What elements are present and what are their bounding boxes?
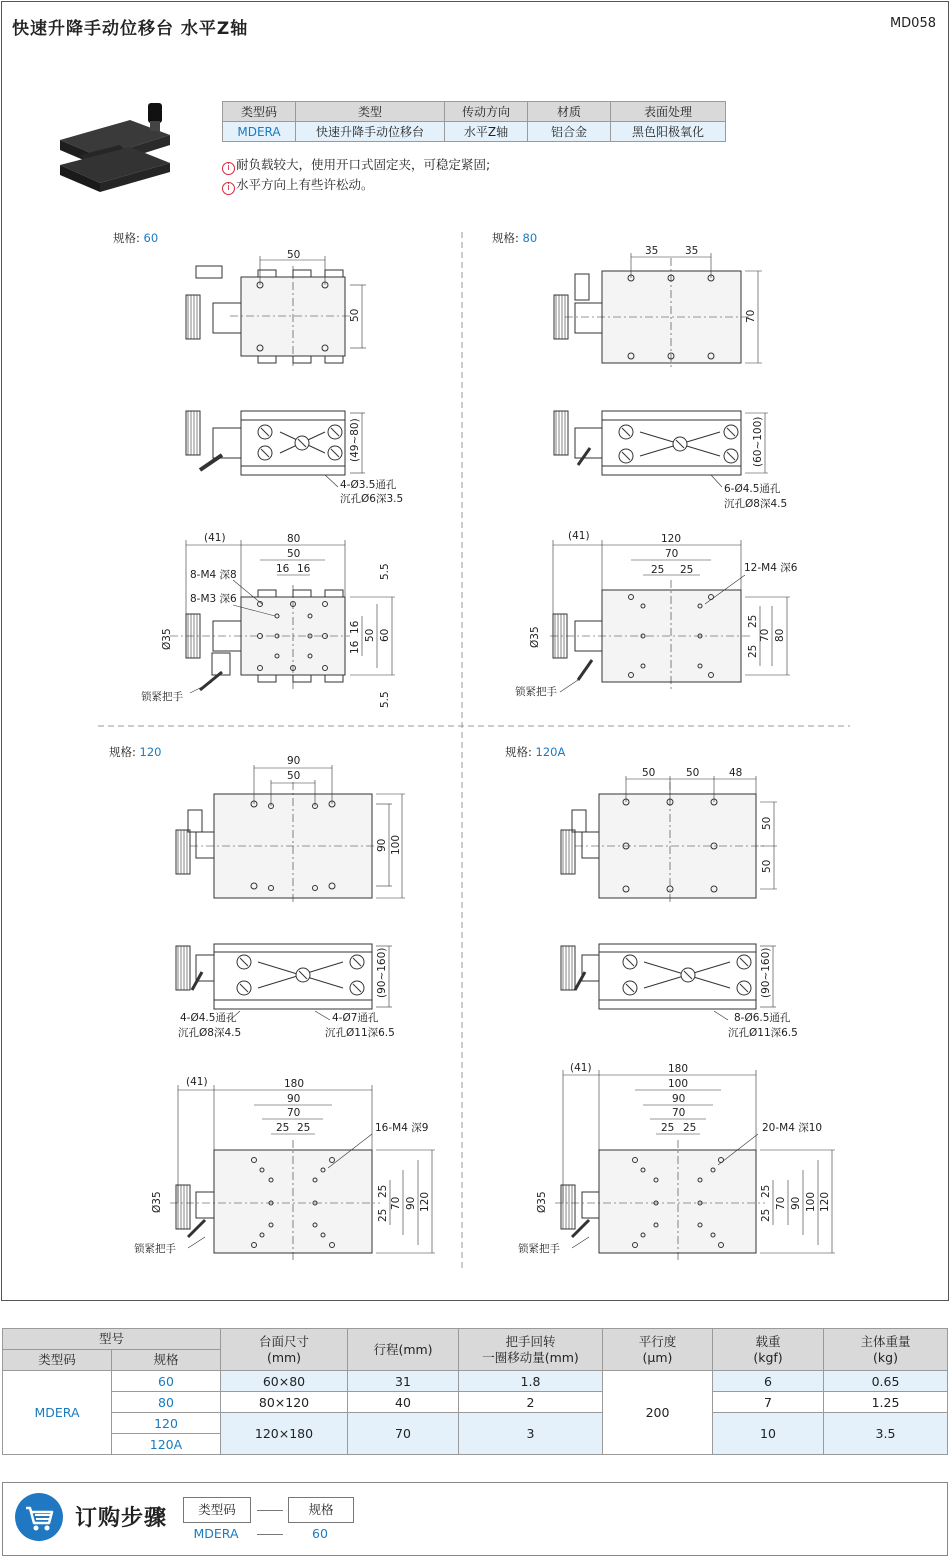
- spec-table-header: 把手回转 一圈移动量(mm): [459, 1329, 603, 1371]
- info-icon: i: [222, 162, 235, 175]
- spec-cell: 120: [112, 1413, 221, 1434]
- dim-label: 锁紧把手: [141, 691, 183, 703]
- dim-label: 50: [287, 548, 301, 560]
- spec-cell: 60: [112, 1371, 221, 1392]
- dim-label: 50: [761, 859, 773, 873]
- dim-label: 25: [683, 1122, 697, 1134]
- dim-label: (90~160): [376, 947, 388, 998]
- spec-cell: 60×80: [221, 1371, 348, 1392]
- spec-cell: 0.65: [824, 1371, 948, 1392]
- dim-label: 12-M4 深6: [744, 562, 798, 574]
- spec-table-header: 类型码: [3, 1350, 112, 1371]
- dim-label: 100: [390, 834, 402, 855]
- order-connector: [257, 1534, 283, 1535]
- dim-label: 80: [774, 628, 786, 642]
- dim-label: (41): [186, 1076, 208, 1088]
- dim-label: 25: [747, 644, 759, 658]
- type-table-cell: 黑色阳极氧化: [611, 122, 726, 142]
- spec-cell: 10: [713, 1413, 824, 1455]
- dim-label: Ø35: [536, 1191, 548, 1213]
- spec-cell: 7: [713, 1392, 824, 1413]
- spec-label-120: 规格: 120: [109, 745, 162, 759]
- type-table-cell: 快速升降手动位移台: [296, 122, 445, 142]
- type-table-header: 传动方向: [445, 102, 528, 122]
- spec-cell: 3.5: [824, 1413, 948, 1455]
- dim-label: 锁紧把手: [515, 686, 557, 698]
- dim-label: 70: [665, 548, 679, 560]
- dim-label: 50: [349, 308, 361, 322]
- dim-label: 沉孔Ø8深4.5: [178, 1027, 242, 1039]
- type-table-header: 表面处理: [611, 102, 726, 122]
- dim-label: 25: [297, 1122, 311, 1134]
- spec-label-60: 规格: 60: [113, 231, 159, 245]
- order-value-type: MDERA: [193, 1526, 239, 1541]
- info-icon: i: [222, 182, 235, 195]
- dim-label: 90: [287, 755, 301, 767]
- spec-table-header: 主体重量 (kg): [824, 1329, 948, 1371]
- type-table-cell: MDERA: [223, 122, 296, 142]
- dim-label: Ø35: [161, 628, 173, 650]
- dim-label: 沉孔Ø8深4.5: [724, 498, 788, 510]
- dim-label: 8-Ø6.5通孔: [734, 1012, 791, 1024]
- dim-label: (41): [570, 1062, 592, 1074]
- dim-label: 50: [287, 249, 301, 261]
- dim-label: 8-M3 深6: [190, 593, 237, 605]
- dim-label: 5.5: [379, 691, 391, 708]
- dim-label: 25: [760, 1184, 772, 1198]
- dim-label: 25: [377, 1208, 389, 1222]
- spec-cell: 70: [348, 1413, 459, 1455]
- dim-label: 锁紧把手: [518, 1243, 560, 1255]
- spec-cell: 1.25: [824, 1392, 948, 1413]
- dim-label: 6-Ø4.5通孔: [724, 483, 781, 495]
- dim-label: 20-M4 深10: [762, 1122, 823, 1134]
- dim-label: 70: [745, 309, 757, 323]
- dim-label: Ø35: [529, 626, 541, 648]
- spec-cell: 120×180: [221, 1413, 348, 1455]
- dim-label: 50: [642, 767, 656, 779]
- dim-label: 8-M4 深8: [190, 569, 237, 581]
- dim-label: 16: [349, 640, 361, 654]
- dim-label: 50: [686, 767, 700, 779]
- type-table-header: 类型: [296, 102, 445, 122]
- spec-cell: 120A: [112, 1434, 221, 1455]
- dim-label: 50: [287, 770, 301, 782]
- dim-label: (41): [568, 530, 590, 542]
- type-table-cell: 铝合金: [528, 122, 611, 142]
- dim-label: 4-Ø3.5通孔: [340, 479, 397, 491]
- spec-table-header: 台面尺寸 (mm): [221, 1329, 348, 1371]
- dim-label: 4-Ø4.5通孔: [180, 1012, 237, 1024]
- dim-label: 70: [390, 1196, 402, 1210]
- dim-label: 16: [276, 563, 290, 575]
- dim-label: 35: [645, 245, 659, 257]
- dim-label: 25: [747, 614, 759, 628]
- type-table-header: 类型码: [223, 102, 296, 122]
- spec-type-code: MDERA: [3, 1371, 112, 1455]
- spec-table-header: 型号: [3, 1329, 221, 1350]
- spec-cell: 2: [459, 1392, 603, 1413]
- spec-label-80: 规格: 80: [492, 231, 538, 245]
- dim-label: 90: [376, 838, 388, 852]
- note-item: i 耐负载较大，使用开口式固定夹，可稳定紧固;: [222, 155, 490, 175]
- spec-cell: 3: [459, 1413, 603, 1455]
- product-code: MD058: [889, 16, 936, 31]
- dim-label: 沉孔Ø11深6.5: [728, 1027, 798, 1039]
- order-box-spec: 规格: [288, 1497, 354, 1523]
- dim-label: (60~100): [752, 416, 764, 467]
- dim-label: 100: [668, 1078, 689, 1090]
- dim-label: 沉孔Ø11深6.5: [325, 1027, 395, 1039]
- dim-label: 4-Ø7通孔: [332, 1012, 379, 1024]
- note-item: i 水平方向上有些许松动。: [222, 175, 490, 195]
- order-connector: [257, 1510, 283, 1511]
- spec-cell: 80: [112, 1392, 221, 1413]
- spec-cell: 1.8: [459, 1371, 603, 1392]
- dim-label: 70: [672, 1107, 686, 1119]
- dim-label: 80: [287, 533, 301, 545]
- dim-label: 25: [661, 1122, 675, 1134]
- dim-label: 5.5: [379, 563, 391, 580]
- dim-label: 120: [419, 1191, 431, 1212]
- dim-label: 90: [405, 1196, 417, 1210]
- type-table-header: 材质: [528, 102, 611, 122]
- dim-label: 180: [668, 1063, 689, 1075]
- dim-label: 100: [805, 1191, 817, 1212]
- dim-label: 16: [297, 563, 311, 575]
- dim-label: 48: [729, 767, 743, 779]
- spec-label-120a: 规格: 120A: [505, 745, 566, 759]
- dim-label: 120: [661, 533, 682, 545]
- spec-cell: 40: [348, 1392, 459, 1413]
- spec-table-header: 平行度 (μm): [603, 1329, 713, 1371]
- spec-cell: 80×120: [221, 1392, 348, 1413]
- dim-label: 沉孔Ø6深3.5: [340, 493, 404, 505]
- dim-label: 16: [349, 620, 361, 634]
- cart-icon: [15, 1493, 63, 1541]
- dim-label: 50: [364, 628, 376, 642]
- dim-label: 25: [276, 1122, 290, 1134]
- dim-label: 90: [790, 1196, 802, 1210]
- dim-label: 70: [759, 628, 771, 642]
- type-table-cell: 水平Z轴: [445, 122, 528, 142]
- dim-label: 25: [680, 564, 694, 576]
- dim-label: 锁紧把手: [134, 1243, 176, 1255]
- dim-label: (90~160): [760, 947, 772, 998]
- order-title: 订购步骤: [75, 1506, 168, 1531]
- spec-table-header: 载重 (kgf): [713, 1329, 824, 1371]
- dim-label: 120: [819, 1191, 831, 1212]
- order-value-spec: 60: [312, 1526, 328, 1541]
- dim-label: 25: [651, 564, 665, 576]
- spec-table-header: 行程(mm): [348, 1329, 459, 1371]
- dim-label: 25: [377, 1184, 389, 1198]
- order-box-type: 类型码: [183, 1497, 251, 1523]
- dim-label: 70: [775, 1196, 787, 1210]
- dim-label: Ø35: [151, 1191, 163, 1213]
- dim-label: 25: [760, 1208, 772, 1222]
- dim-label: 35: [685, 245, 699, 257]
- dim-label: (49~80): [349, 418, 361, 462]
- dim-label: 70: [287, 1107, 301, 1119]
- dim-label: 90: [672, 1093, 686, 1105]
- dim-label: 90: [287, 1093, 301, 1105]
- dim-label: 16-M4 深9: [375, 1122, 429, 1134]
- dim-label: 60: [379, 628, 391, 642]
- spec-cell: 31: [348, 1371, 459, 1392]
- dim-label: 50: [761, 816, 773, 830]
- spec-table: [2, 1328, 948, 1455]
- spec-cell: 6: [713, 1371, 824, 1392]
- page-title: 快速升降手动位移台 水平Z轴: [12, 19, 249, 39]
- spec-cell: 200: [603, 1371, 713, 1455]
- dim-label: 180: [284, 1078, 305, 1090]
- order-steps: [2, 1482, 948, 1556]
- dim-label: (41): [204, 532, 226, 544]
- spec-table-header: 规格: [112, 1350, 221, 1371]
